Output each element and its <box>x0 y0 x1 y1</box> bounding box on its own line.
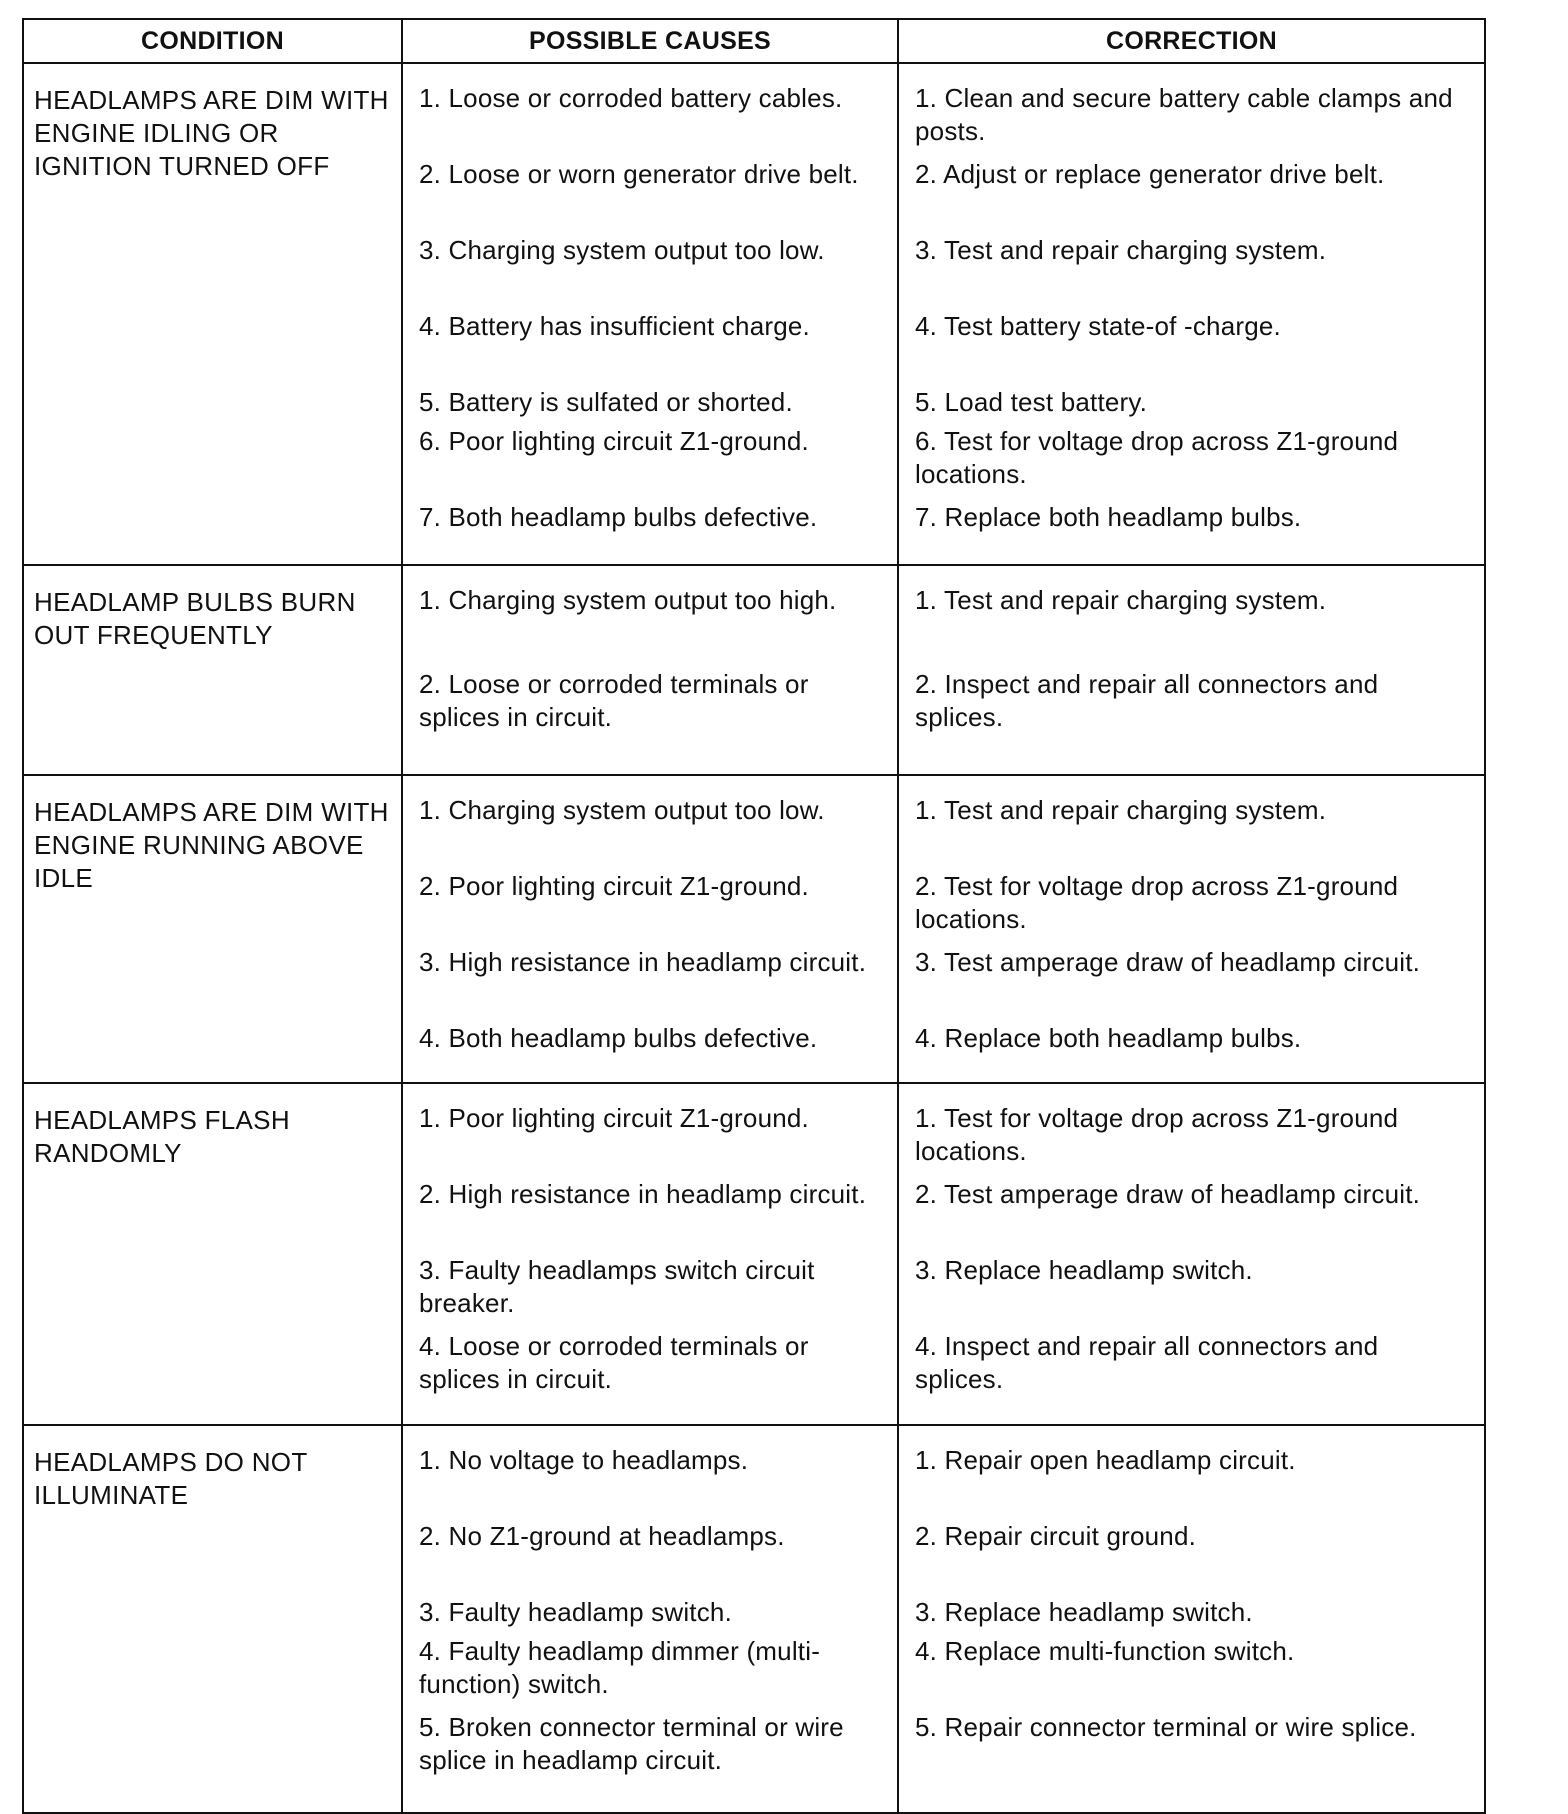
cause-item: 5. Battery is sulfated or shorted. <box>419 387 793 417</box>
correction-cell <box>898 1083 1485 1425</box>
table-row <box>23 775 1485 1083</box>
correction-cell <box>898 565 1485 775</box>
correction-item: 4. Replace multi-function switch. <box>915 1636 1295 1666</box>
correction-cell <box>898 775 1485 1083</box>
condition-cell: HEADLAMPS FLASH RANDOMLY <box>23 1083 402 1425</box>
causes-cell <box>402 1425 898 1813</box>
correction-item: 4. Test battery state-of -charge. <box>915 311 1281 341</box>
table-header-row <box>23 19 1485 63</box>
correction-item: 3. Test and repair charging system. <box>915 235 1327 265</box>
cause-item: 4. Both headlamp bulbs defective. <box>419 1023 818 1053</box>
header-correction: CORRECTION <box>898 19 1485 63</box>
cause-item: 4. Loose or corroded terminals or splices in circuit. <box>419 1331 809 1394</box>
correction-item: 2. Test for voltage drop across Z1-ground locations. <box>915 871 1399 934</box>
cause-item: 3. Charging system output too low. <box>419 235 825 265</box>
condition-cell: HEADLAMPS ARE DIM WITH ENGINE RUNNING ABOVE IDLE <box>23 775 402 1083</box>
correction-item: 2. Repair circuit ground. <box>915 1521 1197 1551</box>
correction-item: 4. Replace both headlamp bulbs. <box>915 1023 1302 1053</box>
table-row <box>23 1083 1485 1425</box>
correction-item: 6. Test for voltage drop across Z1-ground locations. <box>915 426 1399 489</box>
causes-cell <box>402 63 898 565</box>
cause-item: 2. Loose or corroded terminals or splices in circuit. <box>419 669 809 732</box>
correction-item: 2. Inspect and repair all connectors and splices. <box>915 669 1379 732</box>
causes-cell <box>402 775 898 1083</box>
cause-item: 2. High resistance in headlamp circuit. <box>419 1179 867 1209</box>
correction-item: 2. Test amperage draw of headlamp circuit. <box>915 1179 1421 1209</box>
cause-item: 3. Faulty headlamp switch. <box>419 1597 733 1627</box>
correction-item: 1. Test and repair charging system. <box>915 585 1327 615</box>
header-possible-causes: POSSIBLE CAUSES <box>402 19 898 63</box>
correction-cell <box>898 63 1485 565</box>
cause-item: 3. High resistance in headlamp circuit. <box>419 947 867 977</box>
correction-item: 1. Repair open headlamp circuit. <box>915 1445 1296 1475</box>
correction-item: 5. Load test battery. <box>915 387 1148 417</box>
table-row <box>23 565 1485 775</box>
header-condition: CONDITION <box>23 19 402 63</box>
correction-item: 7. Replace both headlamp bulbs. <box>915 502 1302 532</box>
correction-item: 4. Inspect and repair all connectors and splices. <box>915 1331 1379 1394</box>
correction-cell <box>898 1425 1485 1813</box>
condition-cell: HEADLAMP BULBS BURN OUT FREQUENTLY <box>23 565 402 775</box>
cause-item: 7. Both headlamp bulbs defective. <box>419 502 818 532</box>
correction-item: 3. Replace headlamp switch. <box>915 1255 1253 1285</box>
cause-item: 3. Faulty headlamps switch circuit breaker. <box>419 1255 815 1318</box>
correction-item: 1. Test for voltage drop across Z1-ground locations. <box>915 1103 1399 1166</box>
cause-item: 1. No voltage to headlamps. <box>419 1445 749 1475</box>
correction-item: 2. Adjust or replace generator drive belt. <box>915 159 1385 189</box>
diagnosis-table <box>22 18 1486 1814</box>
correction-item: 3. Replace headlamp switch. <box>915 1597 1253 1627</box>
cause-item: 1. Poor lighting circuit Z1-ground. <box>419 1103 809 1133</box>
correction-item: 3. Test amperage draw of headlamp circuit. <box>915 947 1421 977</box>
cause-item: 1. Charging system output too low. <box>419 795 825 825</box>
table-row <box>23 63 1485 565</box>
cause-item: 2. Loose or worn generator drive belt. <box>419 159 859 189</box>
condition-cell: HEADLAMPS ARE DIM WITH ENGINE IDLING OR IGNITION TURNED OFF <box>23 63 402 565</box>
correction-item: 5. Repair connector terminal or wire splice. <box>915 1712 1417 1742</box>
cause-item: 1. Loose or corroded battery cables. <box>419 83 843 113</box>
causes-cell <box>402 565 898 775</box>
cause-item: 4. Battery has insufficient charge. <box>419 311 810 341</box>
table-row <box>23 1425 1485 1813</box>
cause-item: 1. Charging system output too high. <box>419 585 837 615</box>
cause-item: 5. Broken connector terminal or wire splice in headlamp circuit. <box>419 1712 844 1775</box>
cause-item: 2. No Z1-ground at headlamps. <box>419 1521 785 1551</box>
cause-item: 6. Poor lighting circuit Z1-ground. <box>419 426 809 456</box>
cause-item: 2. Poor lighting circuit Z1-ground. <box>419 871 809 901</box>
cause-item: 4. Faulty headlamp dimmer (multi-function) switch. <box>419 1636 821 1699</box>
correction-item: 1. Clean and secure battery cable clamps and posts. <box>915 83 1453 146</box>
correction-item: 1. Test and repair charging system. <box>915 795 1327 825</box>
condition-cell: HEADLAMPS DO NOT ILLUMINATE <box>23 1425 402 1813</box>
causes-cell <box>402 1083 898 1425</box>
